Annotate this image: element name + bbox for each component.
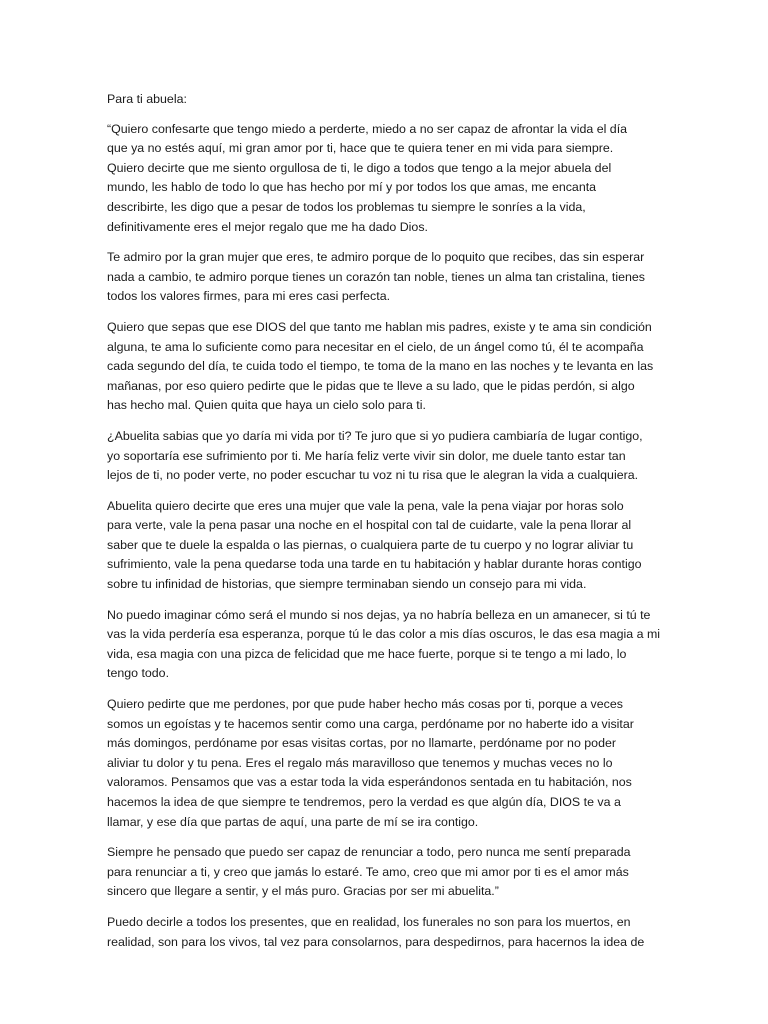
paragraph: “Quiero confesarte que tengo miedo a perderte, miedo a no ser capaz de afrontar la vida el día que ya no estés aquí, mi gran amor por ti, hace que te quiera tener en mi vida para siempre. Quiero decirte que me siento orgullosa de ti, le digo a todos que tengo a la mejor abuela del mundo, les hablo de todo lo que has hecho por mí y por todos los que amas, me encanta describirte, les digo que a pesar de todos los problemas tu siempre le sonríes a la vida, definitivamente eres el mejor regalo que me ha dado Dios. [107,121,628,234]
paragraph: Quiero pedirte que me perdones, por que pude haber hecho más cosas por ti, porque a veces somos un egoístas y te hacemos sentir como una carga, perdóname por no haberte ido a visitar más domingos, perdóname por esas visitas cortas, por no llamarte, perdóname por no poder aliviar tu dolor y tu pena. Eres el regalo más maravilloso que tenemos y muchas veces no lo valoramos. Pensamos que vas a estar toda la vida esperándonos sentada en tu habitación, nos hacemos la idea de que siempre te tendremos, pero la verdad es que algún día, DIOS te va a llamar, y ese día que partas de aquí, una parte de mí se ira contigo. [107,697,634,829]
document-body [107,90,663,963]
paragraph: ¿Abuelita sabias que yo daría mi vida por ti? Te juro que si yo pudiera cambiaría de lugar contigo, yo soportaría ese sufrimiento por ti. Me haría feliz verte vivir sin dolor, me duele tanto estar tan lejos de ti, no poder verte, no poder escuchar tu voz ni tu risa que le alegran la vida a cualquiera. [107,428,643,483]
letter-heading: Para ti abuela: [107,92,187,106]
paragraph: Te admiro por la gran mujer que eres, te admiro porque de lo poquito que recibes, das sin esperar nada a cambio, te admiro porque tienes un corazón tan noble, tienes un alma tan cristalina, tienes todos los valores firmes, para mi eres casi perfecta. [107,250,645,304]
paragraph: Siempre he pensado que puedo ser capaz de renunciar a todo, pero nunca me sentí preparada para renunciar a ti, y creo que jamás lo estaré. Te amo, creo que mi amor por ti es el amor más sincero que llegare a sentir, y el más puro. Gracias por ser mi abuelita.” [107,845,631,899]
paragraph: Abuelita quiero decirte que eres una mujer que vale la pena, vale la pena viajar por horas solo para verte, vale la pena pasar una noche en el hospital con tal de cuidarte, vale la pena llorar al saber que te duele la espalda o las piernas, o cualquiera parte de tu cuerpo y no lograr aliviar tu sufrimiento, vale la pena quedarse toda una tarde en tu habitación y hablar durante horas contigo sobre tu infinidad de historias, que siempre terminaban siendo un consejo para mi vida. [107,498,642,592]
paragraph: Quiero que sepas que ese DIOS del que tanto me hablan mis padres, existe y te ama sin condición alguna, te ama lo suficiente como para necesitar en el cielo, de un ángel como tú, él te acompaña cada segundo del día, te cuida todo el tiempo, te toma de la mano en las noches y te levanta en las mañanas, por eso quiero pedirte que le pidas que te lleve a su lado, que le pidas perdón, si algo has hecho mal. Quien quita que haya un cielo solo para ti. [107,319,654,413]
paragraph: No puedo imaginar cómo será el mundo si nos dejas, ya no habría belleza en un amanecer, si tú te vas la vida perdería esa esperanza, porque tú le das color a mis días oscuros, le das esa magia a mi vida, esa magia con una pizca de felicidad que me hace fuerte, porque si te tengo a mi lado, lo tengo todo. [107,607,661,681]
paragraph: Puedo decirle a todos los presentes, que en realidad, los funerales no son para los muertos, en realidad, son para los vivos, tal vez para consolarnos, para despedirnos, para hacernos la idea de [107,914,645,949]
